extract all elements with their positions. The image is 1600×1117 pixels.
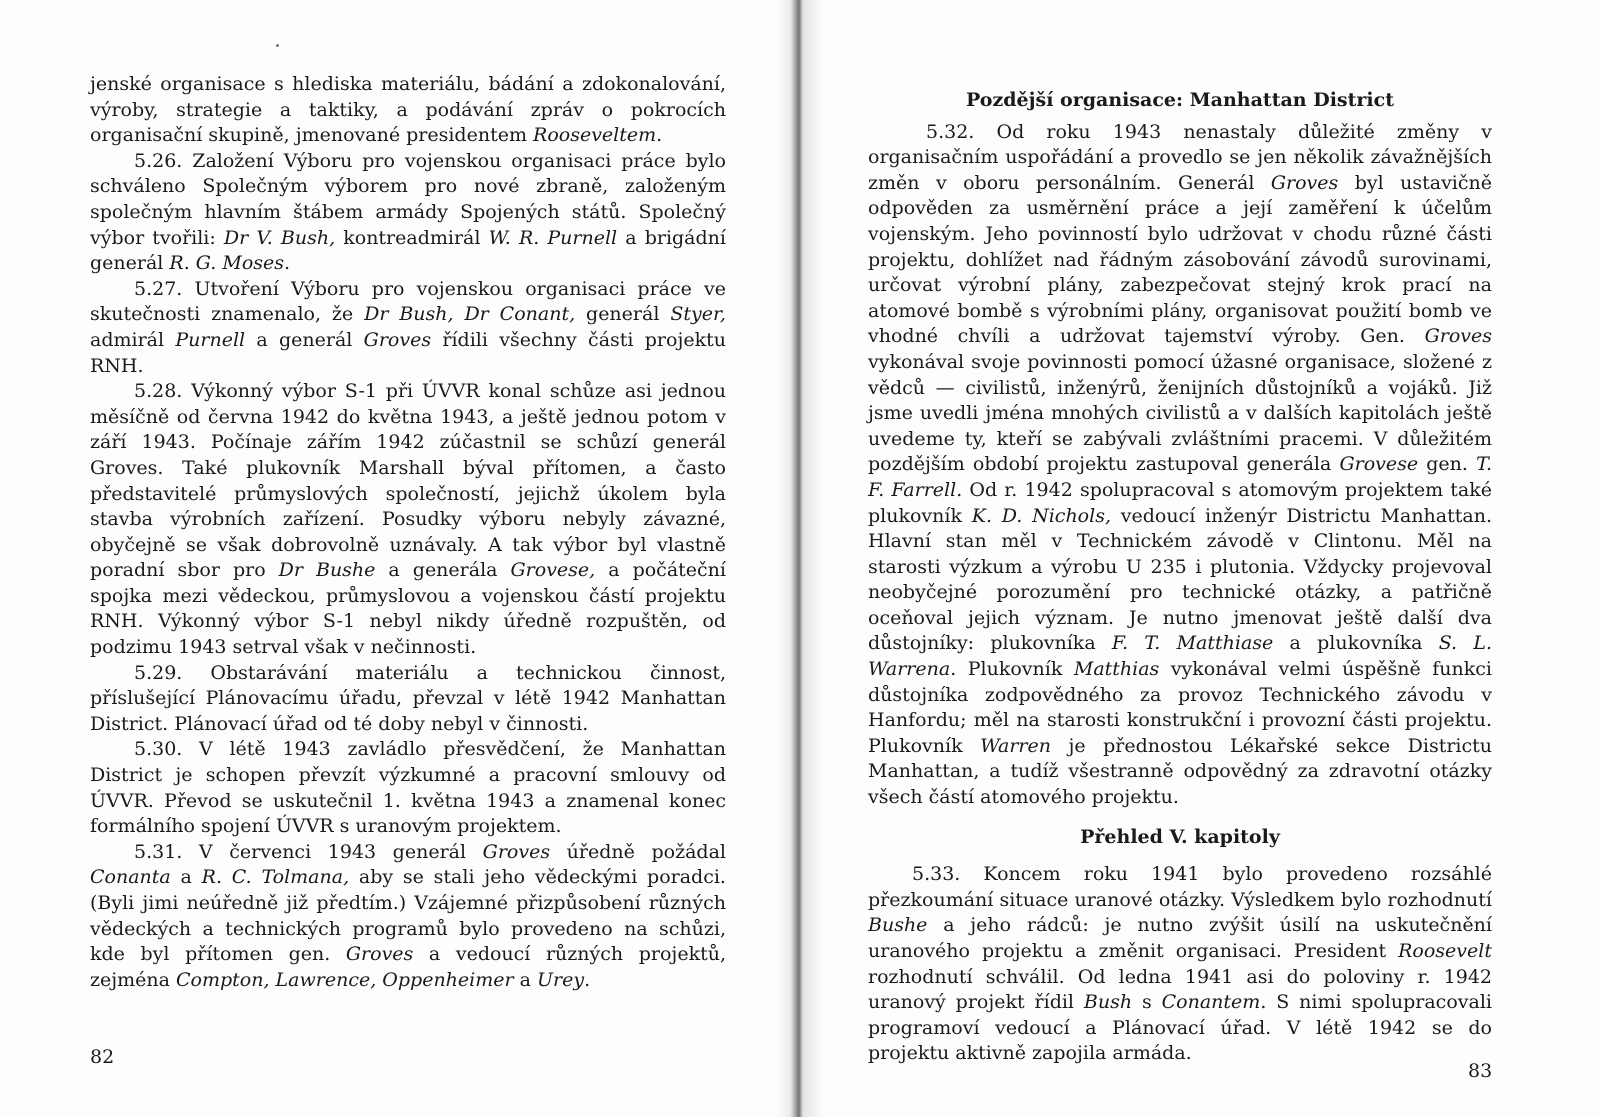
- paragraph-5-26: 5.26. Založení Výboru pro vojenskou organisaci práce bylo schváleno Společným výborem pro nové zbraně, založeným společným hlavním štábem armády Spojených států. Společný výbor tvořili: Dr V. Bush, kontreadmirál W. R. Purnell a brigádní generál R. G. Moses.: [90, 149, 726, 275]
- right-page: [868, 88, 1492, 1067]
- left-page: [90, 72, 726, 993]
- book-gutter: [776, 0, 824, 1117]
- paragraph-5-32: 5.32. Od roku 1943 nenastaly důležité změny v organisačním uspořádání a provedlo se jen několik závažnějších změn v oboru personálním. Generál Groves byl ustavičně odpověden za usměrnění práce a její zaměření k účelům vojenským. Jeho povinností bylo udržovat v chodu různé části projektu, dohlížet nad řádným zásobování závodů surovinami, určovat výrobní plány, zabezpečovat stejný krok prací na atomové bombě s výrobními plány, organisovat použití bomb ve vhodné chvíli a udržovat tajemství výroby. Gen. Groves vykonával svoje povinnosti pomocí úžasné organisace, složené z vědců — civilistů, inženýrů, ženijních důstojníků a vojáků. Již jsme uvedli jména mnohých civilistů a v dalších kapitolách ještě uvedeme ty, kteří se zabývali zvláštními pracemi. V důležitém pozdějším období projektu zastupoval generála Grovese gen. T. F. Farrell. Od r. 1942 spolupracoval s atomovým projektem také plukovník K. D. Nichols, vedoucí inženýr Districtu Manhattan. Hlavní stan měl v Technickém závodě v Clintonu. Měl na starosti výzkum a výrobu U 235 i plutonia. Vždycky projevoval neobyčejné porozumění pro technické otázky, a patřičně oceňoval jejich význam. Je nutno jmenovat ještě další dva důstojníky: plukovníka F. T. Matthiase a plukovníka S. L. Warrena. Plukovník Matthias vykonával velmi úspěšně funkci důstojníka zodpovědného za provoz Technického závodu v Hanfordu; měl na starosti konstrukční i provozní části projektu. Plukovník Warren je přednostou Lékařské sekce Districtu Manhattan, a tudíž všestranně odpovědný za zdravotní otázky všech částí atomového projektu.: [868, 120, 1493, 809]
- paragraph-5-28: 5.28. Výkonný výbor S-1 při ÚVVR konal schůze asi jednou měsíčně od června 1942 do května 1943, a ještě jednou potom v září 1943. Počínaje zářím 1942 zúčastnil se schůzí generál Groves. Také plukovník Marshall býval přítomen, a často představitelé průmyslových společností, jejichž úkolem byla stavba výrobních zařízení. Posudky výboru nebyly závazné, obyčejně se však dobrovolně uznávaly. A tak výbor byl vlastně poradní sbor pro Dr Bushe a generála Grovese, a počáteční spojka mezi vědeckou, průmyslovou a vojenskou částí projektu RNH. Výkonný výbor S-1 nebyl nikdy úředně rozpuštěn, od podzimu 1943 setrval však v nečinnosti.: [90, 380, 726, 659]
- chapter-summary-heading: Přehled V. kapitoly: [1080, 825, 1280, 848]
- page-number-left: 82: [90, 1046, 115, 1068]
- paragraph-continued: jenské organisace s hlediska materiálu, bádání a zdokonalování, výroby, strategie a taktiky, a podávání zpráv o pokrocích organisační skupině, jmenované presidentem Rooseveltem.: [90, 73, 726, 147]
- print-speck: [276, 44, 279, 47]
- paragraph-5-27: 5.27. Utvoření Výboru pro vojenskou organisaci práce ve skutečnosti znamenalo, že Dr Bush, Dr Conant, generál Styer, admirál Purnell a generál Groves řídili všechny části projektu RNH.: [90, 277, 726, 377]
- page-number-right: 83: [1468, 1060, 1493, 1082]
- paragraph-5-30: 5.30. V létě 1943 zavládlo přesvědčení, že Manhattan District je schopen převzít výzkumné a pracovní smlouvy od ÚVVR. Převod se uskutečnil 1. května 1943 a znamenal konec formálního spojení ÚVVR s uranovým projektem.: [90, 738, 726, 838]
- paragraph-5-31: 5.31. V červenci 1943 generál Groves úředně požádal Conanta a R. C. Tolmana, aby se stali jeho vědeckými poradci. (Byli jimi neúředně již předtím.) Vzájemné přizpůsobení různých vědeckých a technických programů bylo provedeno na schůzi, kde byl přítomen gen. Groves a vedoucí různých projektů, zejména Compton, Lawrence, Oppenheimer a Urey.: [90, 840, 726, 991]
- paragraph-5-29: 5.29. Obstarávání materiálu a technickou činnost, příslušející Plánovacímu úřadu, převzal v létě 1942 Manhattan District. Plánovací úřad od té doby nebyl v činnosti.: [90, 661, 726, 735]
- section-heading: Pozdější organisace: Manhattan District: [966, 89, 1394, 111]
- paragraph-5-33: 5.33. Koncem roku 1941 bylo provedeno rozsáhlé přezkoumání situace uranové otázky. Výsledkem bylo rozhodnutí Bushe a jeho rádců: je nutno zvýšit úsilí na uskutečnění uranového projektu a změnit organisaci. President Roosevelt rozhodnutí schválil. Od ledna 1941 asi do poloviny r. 1942 uranový projekt řídil Bush s Conantem. S nimi spolupracovali programoví vedoucí a Plánovací úřad. V létě 1942 se do projektu aktivně zapojila armáda.: [868, 863, 1492, 1065]
